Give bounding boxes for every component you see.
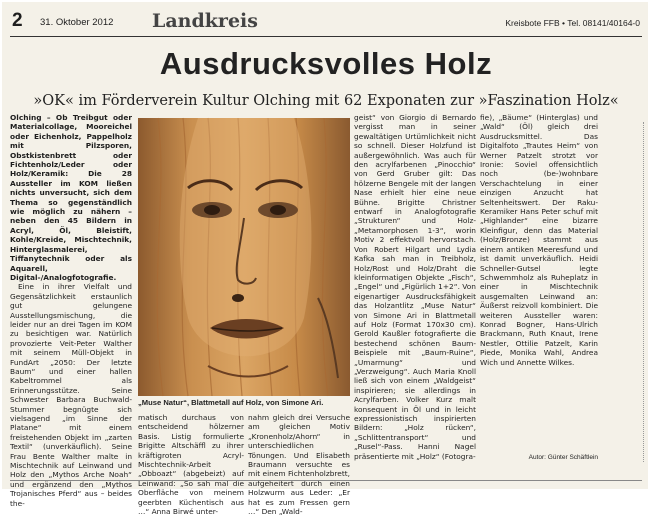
- article-column-5: [480, 113, 598, 475]
- article-column-3: [248, 413, 350, 516]
- header-rule: [10, 36, 642, 37]
- article-subheadline: »OK« im Förderverein Kultur Olching mit 62 Exponaten zur »Faszination Holz«: [33, 93, 619, 109]
- article-author: Autor: Günter Schäftlein: [528, 454, 598, 461]
- newspaper-page: [2, 2, 648, 516]
- article-paragraph: Eine in ihrer Vielfalt und Gegensätzlichkeit erstaunlich gut gelungene Ausstellungsmischung, die leider nur an drei Tagen im KOM zu besichtigen war. Natürlich provozierte Veit-Peter Walther mit seinem Müll-Objekt in FundArt „2050: Der letzte Baum“ und einer hallen Kabeltrommel als Erinnerungsstütze. Seine Schwester Barbara Buchwald-Stummer begnügte sich vielsagend „im Sinne der Platane“ mit einem freistehenden Objekt im „zarten Textil“ (unverkäuflich). Seine Frau Bente Walther malte in Mischtechnik auf Leinwand und Holz den „Mythos Arche Noah“ und ergänzend den „Mythos Trojanisches Pferd“ aus – beides the-: [10, 282, 132, 508]
- article-paragraph: fie), „Bäume“ (Hinterglas) und „Wald“ (Öl) gleich drei Ausdrucksmittel. Das Digitalfoto „Trautes Heim“ von Werner Patzelt strotzt vor Ironie: Soviel offensichtlich noch (be-)wohnbare Verschachtelung in einer einzigen Anzucht hat Seltenheitswert. Der Raku-Keramiker Hans Peter schuf mit „Highlander“ eine bizarre Kleinfigur, denn das Material (Holz/Bronze) stammt aus einem antiken Meeresfund und ist damit unverkäuflich. Heidi Schneller-Gutsel legte Schwemmholz als Ruheplatz in einer in Mischtechnik ausgemalten Leinwand an: Äußerst reizvoll kombiniert. Die weiteren Aussteller waren: Konrad Bogner, Hans-Ulrich Brackmann, Ruth Knaut, Irene Nestler, Ottilie Patzelt, Karin Piede, Monika Wahl, Andrea Wich und Annette Wilkes.: [480, 113, 598, 367]
- publisher-contact: Kreisbote FFB • Tel. 08141/40164-0: [505, 18, 640, 28]
- article-headline: Ausdrucksvolles Holz: [159, 46, 493, 81]
- footer-rule: [10, 480, 642, 481]
- page-header: [10, 8, 642, 34]
- page-number: 2: [12, 10, 23, 31]
- wood-face-image: [138, 118, 350, 396]
- section-title: Landkreis: [152, 10, 258, 32]
- article-lead: Olching – Ob Treibgut oder Materialcollage, Mooreichel oder Eichenholz, Pappelholz mit Pilzsporen, Obstkistenbrett oder Fichtenholz/Leder oder Holz/Keramik: Die 28 Aussteller im KOM ließen nichts unversucht, sich dem Thema so gegenständlich wie möglich zu nähern – neben den 45 Bildern in Acryl, Öl, Bleistift, Kohle/Kreide, Mischtechnik, Hinterglasmalerei, Tiffanytechnik oder als Aquarell, Digital-/Analogfotografie.: [10, 113, 132, 282]
- issue-date: 31. Oktober 2012: [40, 17, 114, 28]
- article-column-1: [10, 113, 132, 508]
- photo-caption: „Muse Natur“, Blattmetall auf Holz, von Simone Ari.: [138, 398, 324, 407]
- article-paragraph: geist“ von Giorgio di Bernardo vergisst man in seiner gewaltätigen Urtümlichkeit nicht so schnell. Dieser Holzfund ist außergewöhnlich. Was auch für den acrylfarbenen „Pinocchio“ von Gerd Gruber gilt: Das hölzerne Bengele mit der langen Nase erhielt hier eine neue Bühne. Brigitte Christner entwarf in Analogfotografie „Strukturen“ und Holz-„Metamorphosen 1-3“, worin Motiv 2 effektvoll hervorstach. Von Robert Hilgart und Lydia Kafka sah man in Treibholz, Holz/Rost und Holz/Draht die kleinformatigen Objekte „Fisch“, „Engel“ und „Figürlich 1+2“. Von eigenartiger Ausdrucksfähigkeit das Holzantlitz „Muse Natur“ von Simone Ari in Blattmetall auf Holz (Format 170x30 cm). Gerold Kaußler fotografierte die bestechend schönen Baum-Beispiele mit „Baum-Ruine“, „Umarmung“ und „Verzweigung“. Auch Maria Knoll ließ sich von einem „Waldgeist“ inspirieren; sie allerdings in Acrylfarben. Volker Kurz malt konsequent in Öl und in leicht expressionistisch inspirierten Bildern: „Holz rücken“, „Schlittentransport“ und „Rusel“-Pass. Hanni Nagel präsentierte mit „Holz“ (Fotogra-: [354, 113, 476, 461]
- article-column-4: [354, 113, 476, 475]
- article-column-2: [138, 413, 244, 516]
- article-photo-wooden-face: [138, 118, 350, 396]
- page-edge-marks: [641, 122, 644, 462]
- article-paragraph: nahm gleich drei Versuche am gleichen Motiv „Kronenholz/Ahorn“ in unterschiedlichen Tönungen. Und Elisabeth Braumann versuchte es mit einem Fichtenholzbrett, aufgeheitert durch einen Holzwurm aus Leder: „Er hat es zum Fressen gern …“ Den „Wald-: [248, 413, 350, 516]
- article-paragraph: matisch durchaus von entscheidend hölzerner Basis. Listig formulierte Brigitte Altschäffl zu ihrer kräftigroten Acryl-Mischtechnik-Arbeit „Obboazt“ (abgebeizt) auf Leinwand: „So sah mal die Oberfläche von meinem geerbten Küchentisch aus …“ Anna Birwé unter-: [138, 413, 244, 516]
